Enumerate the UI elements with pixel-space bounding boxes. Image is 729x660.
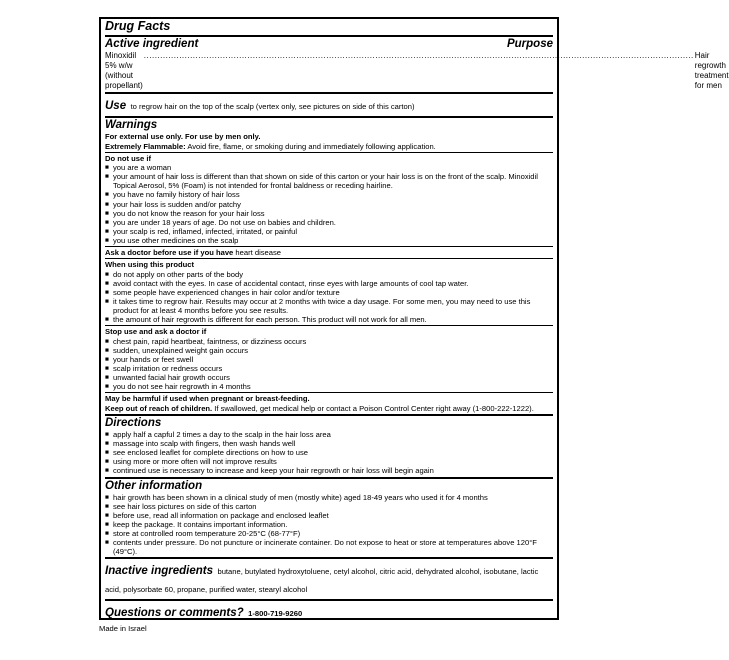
questions-section <box>105 601 553 623</box>
list-item: ■ avoid contact with the eyes. In case of accidental contact, rinse eyes with large amounts of cool tap water. <box>105 279 553 288</box>
directions-section <box>105 416 553 476</box>
list-item: ■ store at controlled room temperature 20-25°C (68-77°F) <box>105 529 553 538</box>
list-item: ■ continued use is necessary to increase and keep your hair regrowth or hair loss will begin again <box>105 466 553 475</box>
warnings-section <box>105 118 553 152</box>
use-text: to regrow hair on the top of the scalp (vertex only, see pictures on side of this carton) <box>130 102 415 111</box>
list-item: ■ you use other medicines on the scalp <box>105 236 553 245</box>
inactive-ingredients-section <box>105 559 553 599</box>
flammable-text: Avoid fire, flame, or smoking during and immediately following application. <box>187 141 436 151</box>
directions-heading: Directions <box>105 417 162 430</box>
list-item: ■ some people have experienced changes in hair color and/or texture <box>105 288 553 297</box>
inactive-ingredients-text: butane, butylated hydroxytoluene, cetyl alcohol, citric acid, dehydrated alcohol, isobutane, lactic acid, polysorbate 60, propane, purified water, stearyl alcohol <box>105 567 539 595</box>
list-item: ■ scalp irritation or redness occurs <box>105 364 553 373</box>
leader-dots: .......................................................................................................................................................................................................... <box>143 51 694 60</box>
do-not-use-section <box>105 153 553 246</box>
active-ingredient-value: Minoxidil 5% w/w (without propellant) <box>105 51 143 90</box>
list-item: ■ the amount of hair regrowth is different for each person. This product will not work for all men. <box>105 315 553 324</box>
warnings-heading: Warnings <box>105 119 158 131</box>
list-item: ■ massage into scalp with fingers, then wash hands well <box>105 439 553 448</box>
questions-heading: Questions or comments? <box>105 607 244 620</box>
list-item: ■ you are under 18 years of age. Do not use on babies and children. <box>105 218 553 227</box>
keep-away-text: If swallowed, get medical help or contact a Poison Control Center right away (1-800-222-1222). <box>214 403 534 413</box>
keep-away-label: Keep out of reach of children. <box>105 403 213 413</box>
made-in-label: Made in Israel <box>99 624 147 633</box>
pregnancy-children-section <box>105 393 553 414</box>
list-item: ■ see hair loss pictures on side of this carton <box>105 502 553 511</box>
when-using-heading: When using this product <box>105 260 195 270</box>
other-information-section <box>105 479 553 558</box>
inactive-ingredients-heading: Inactive ingredients <box>105 565 214 578</box>
stop-use-section <box>105 326 553 392</box>
list-item: ■ you do not know the reason for your hair loss <box>105 209 553 218</box>
drug-facts-title: Drug Facts <box>105 19 171 33</box>
purpose-heading: Purpose <box>506 38 553 50</box>
list-item: ■ sudden, unexplained weight gain occurs <box>105 346 553 355</box>
pregnancy-warning: May be harmful if used when pregnant or breast-feeding. <box>105 394 310 404</box>
list-item: ■ see enclosed leaflet for complete directions on how to use <box>105 448 553 457</box>
active-ingredient-heading: Active ingredient <box>105 38 199 50</box>
list-item: ■ it takes time to regrow hair. Results may occur at 2 months with twice a day usage. For some men, you may need to use this product for at least 4 months before you see results. <box>105 297 553 315</box>
ask-doctor-text: heart disease <box>235 248 282 258</box>
list-item: ■ contents under pressure. Do not puncture or incinerate container. Do not expose to heat or store at temperatures above 120°F (49°C). <box>105 538 553 556</box>
list-item: ■ unwanted facial hair growth occurs <box>105 373 553 382</box>
active-ingredient-section <box>105 37 729 92</box>
list-item: ■ keep the package. It contains important information. <box>105 520 553 529</box>
do-not-use-heading: Do not use if <box>105 153 151 163</box>
other-information-heading: Other information <box>105 479 203 492</box>
flammable-label: Extremely Flammable: <box>105 141 186 151</box>
purpose-value: Hair regrowth treatment for men <box>694 51 729 90</box>
ask-doctor-section <box>105 247 553 258</box>
external-use-text: For external use only. For use by men only. <box>105 132 261 141</box>
list-item: ■ your amount of hair loss is different than that shown on side of this carton or your hair loss is on the front of the scalp. Minoxidil Topical Aerosol, 5% (Foam) is not intended for frontal baldness or receding hairline. <box>105 172 553 190</box>
list-item: ■ you do not see hair regrowth in 4 months <box>105 382 553 391</box>
list-item: ■ hair growth has been shown in a clinical study of men (mostly white) aged 18-49 years who used it for 4 months <box>105 493 553 502</box>
list-item: ■ your scalp is red, inflamed, infected, irritated, or painful <box>105 227 553 236</box>
drug-facts-panel <box>99 17 729 620</box>
list-item: ■ your hands or feet swell <box>105 355 553 364</box>
list-item: ■ you are a woman <box>105 163 553 172</box>
list-item: ■ you have no family history of hair loss <box>105 190 553 199</box>
when-using-section <box>105 259 553 325</box>
questions-phone: 1-800-719-9260 <box>248 609 303 619</box>
stop-use-heading: Stop use and ask a doctor if <box>105 327 207 337</box>
list-item: ■ before use, read all information on package and enclosed leaflet <box>105 511 553 520</box>
list-item: ■ chest pain, rapid heartbeat, faintness, or dizziness occurs <box>105 337 553 346</box>
use-section <box>105 94 553 116</box>
use-heading: Use <box>105 100 127 112</box>
ask-doctor-label: Ask a doctor before use if you have <box>105 248 234 258</box>
list-item: ■ apply half a capful 2 times a day to the scalp in the hair loss area <box>105 430 553 439</box>
list-item: ■ your hair loss is sudden and/or patchy <box>105 200 553 209</box>
list-item: ■ do not apply on other parts of the body <box>105 270 553 279</box>
list-item: ■ using more or more often will not improve results <box>105 457 553 466</box>
